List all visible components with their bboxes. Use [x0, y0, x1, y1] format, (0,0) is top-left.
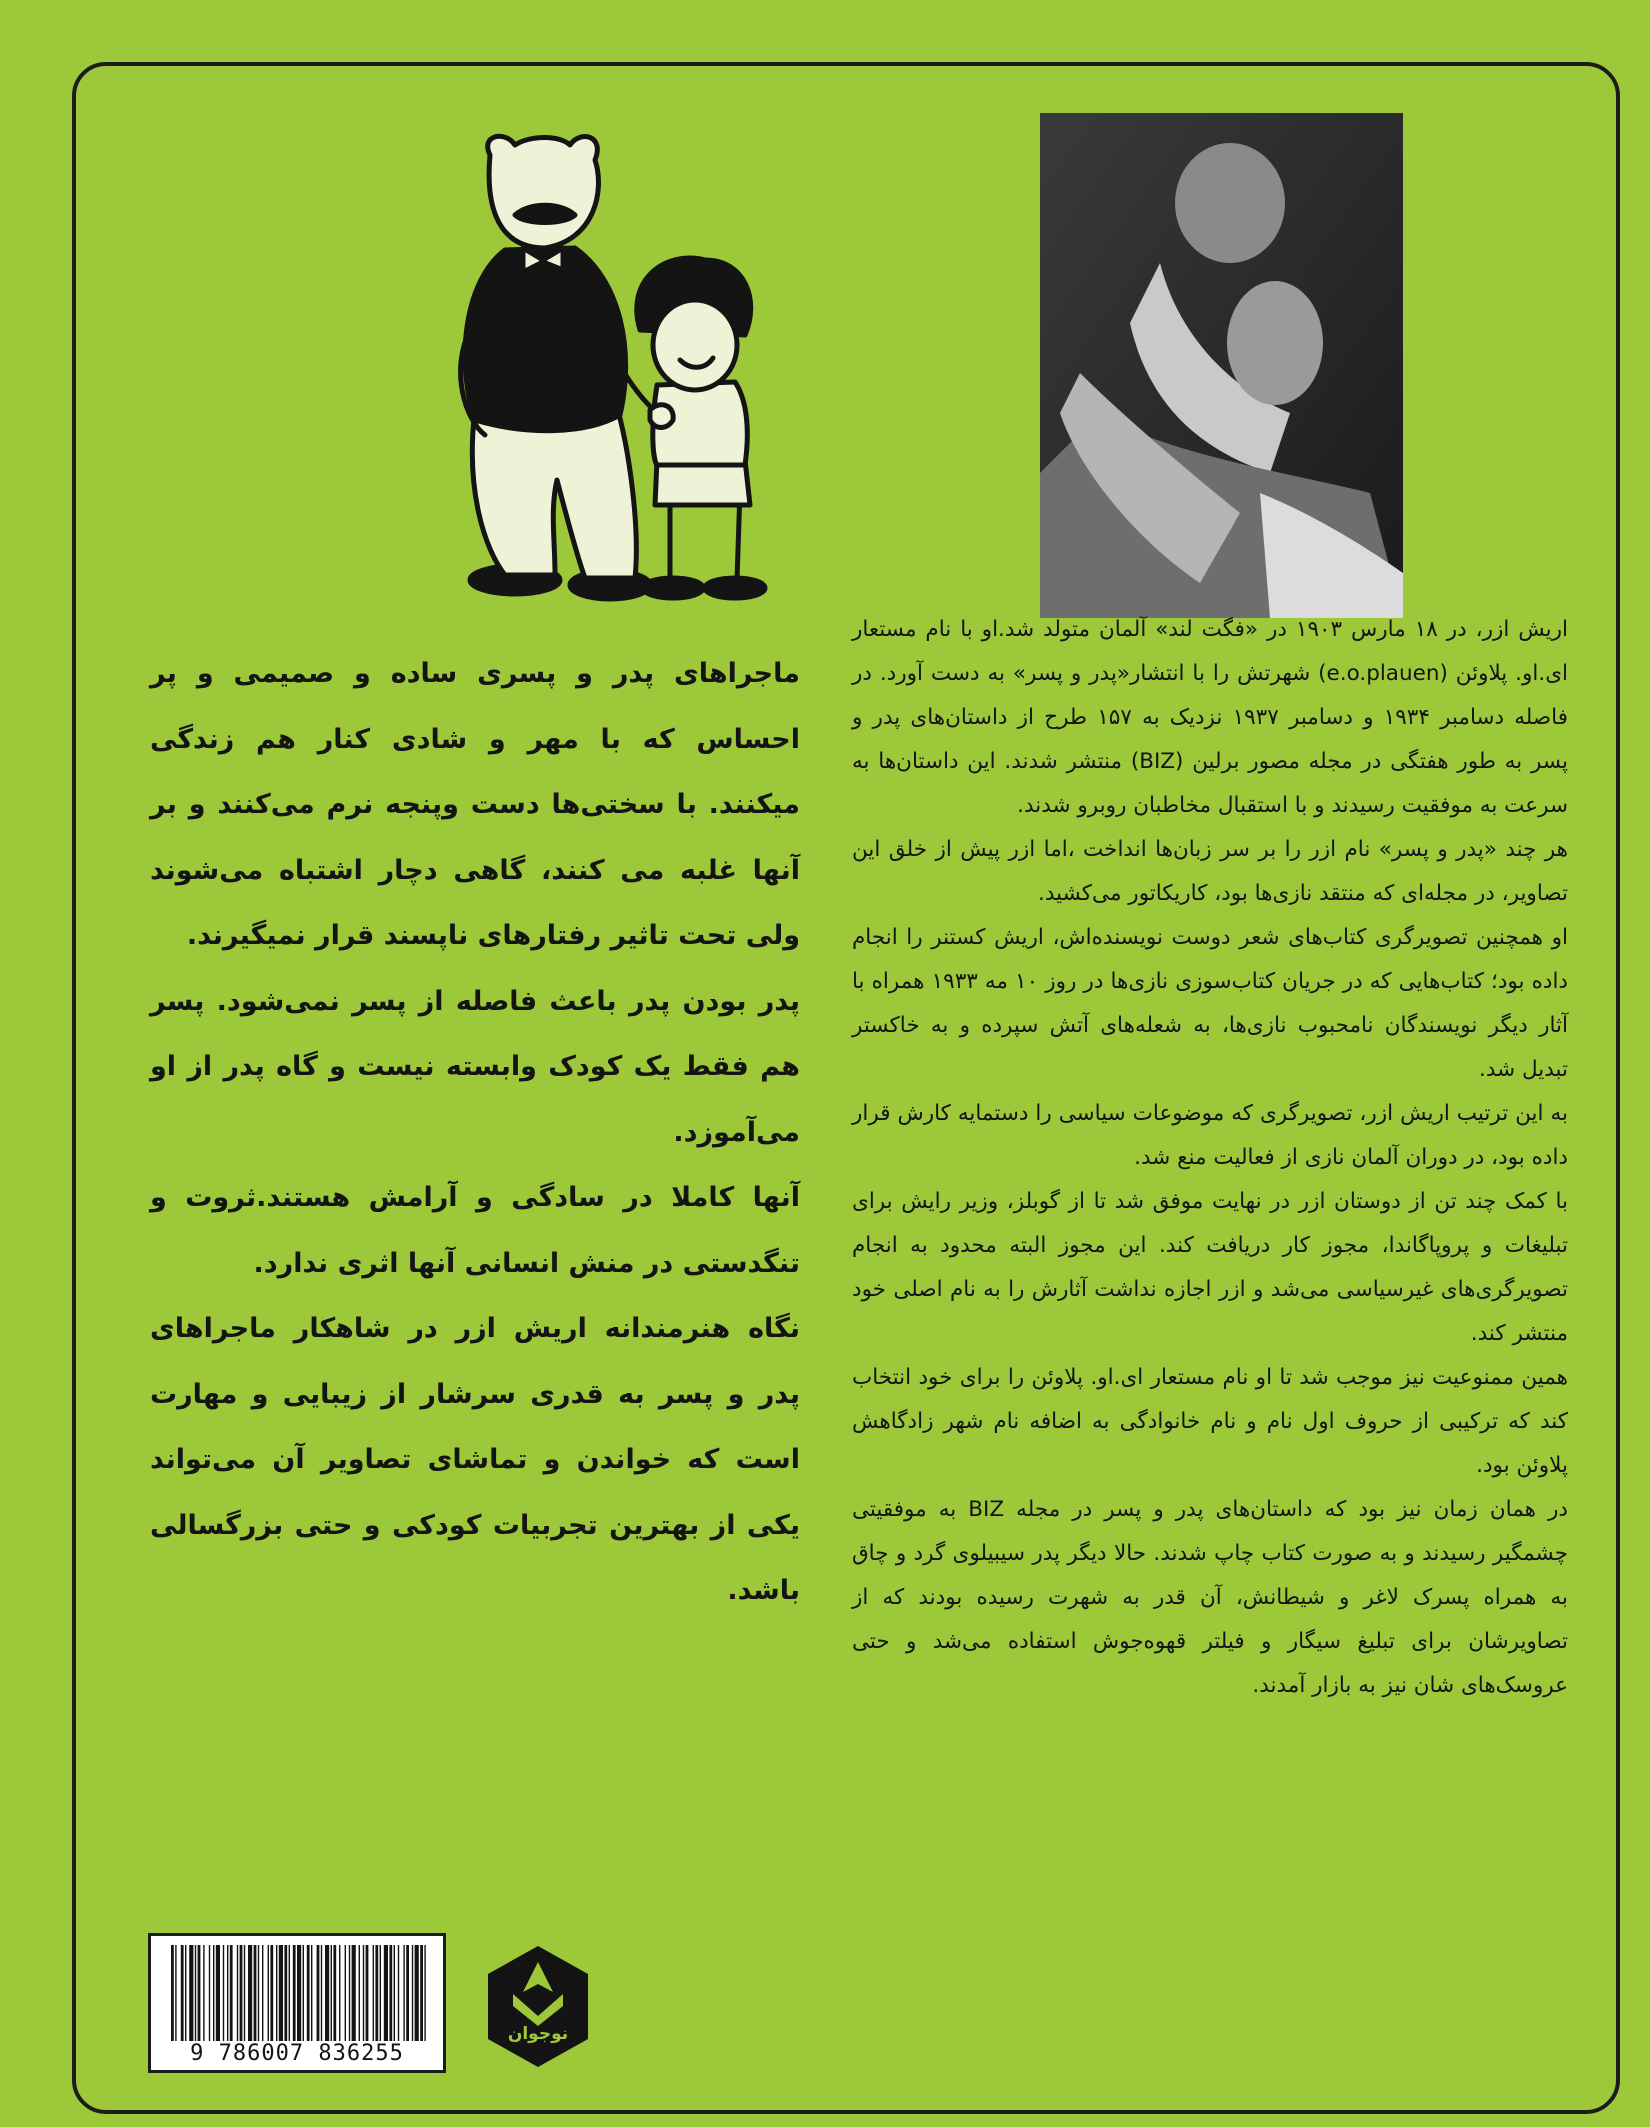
- barcode-bar: [394, 1945, 395, 2041]
- barcode-bar: [412, 1945, 413, 2041]
- bio-paragraph-6: همین ممنوعیت نیز موجب شد تا او نام مستعار ای.او. پلاوئن را برای خود انتخاب کند که ترکیبی از حروف اول نام و نام خانوادگی به اضافه نام شهر زادگاهش پلاوئن بود.: [852, 1365, 1568, 1478]
- barcode-bar: [262, 1945, 263, 2041]
- barcode-bar: [415, 1945, 419, 2041]
- barcode-bar: [373, 1945, 374, 2041]
- barcode-bar: [321, 1945, 322, 2041]
- barcode-bar: [181, 1945, 184, 2041]
- summary-paragraph-1: ماجراهای پدر و پسری ساده و صمیمی و پر احساس که با مهر و شادی کنار هم زندگی میکنند. با سختی‌ها دست وپنجه نرم می‌کنند و بر آنها غلبه می کنند، گاهی دچار اشتباه می‌شوند ولی تحت تاثیر رفتارهای ناپسند قرار نمیگیرند.: [150, 658, 800, 951]
- barcode-bar: [406, 1945, 409, 2041]
- barcode-bar: [345, 1945, 346, 2041]
- bio-paragraph-2: هر چند «پدر و پسر» نام ازر را بر سر زبان‌ها انداخت ،اما ازر پیش از خلق این تصاویر، در مجله‌ای که منتقد نازی‌ها بود، کاریکاتور می‌کشید.: [852, 837, 1568, 906]
- barcode-bar: [289, 1945, 290, 2041]
- barcode-bars: [171, 1945, 426, 2041]
- summary-paragraph-2: پدر بودن پدر باعث فاصله از پسر نمی‌شود. پسر هم فقط یک کودک وابسته نیست و گاه پدر از او می‌آموزد.: [150, 985, 800, 1148]
- barcode-bar: [375, 1945, 378, 2041]
- barcode-bar: [237, 1945, 238, 2041]
- bio-paragraph-4: به این ترتیب اریش ازر، تصویرگری که موضوعات سیاسی را دستمایه کارش قرار داده بود، در دوران آلمان نازی از فعالیت منع شد.: [852, 1101, 1568, 1170]
- barcode-bar: [384, 1945, 388, 2041]
- barcode-bar: [185, 1945, 186, 2041]
- barcode-bar: [420, 1945, 423, 2041]
- publisher-logo-text: نوجوان: [507, 2024, 569, 2044]
- father-son-cartoon: [445, 130, 805, 610]
- barcode-bar: [203, 1945, 204, 2041]
- barcode-bar: [254, 1945, 257, 2041]
- barcode-bar: [366, 1945, 369, 2041]
- barcode-bar: [424, 1945, 425, 2041]
- barcode-bar: [403, 1945, 404, 2041]
- barcode-number: 9 786007 836255: [190, 2041, 404, 2066]
- barcode-bar: [276, 1945, 277, 2041]
- barcode-bar: [216, 1945, 220, 2041]
- barcode-bar: [339, 1945, 340, 2041]
- author-photo: [1040, 113, 1403, 618]
- barcode-bar: [389, 1945, 392, 2041]
- barcode-bar: [307, 1945, 310, 2041]
- barcode-bar: [297, 1945, 301, 2041]
- barcode-bar: [279, 1945, 283, 2041]
- barcode-bar: [175, 1945, 176, 2041]
- barcode-bar: [244, 1945, 245, 2041]
- barcode-bar: [398, 1945, 399, 2041]
- summary-column: [150, 641, 800, 1624]
- barcode-bar: [293, 1945, 296, 2041]
- barcode-bar: [195, 1945, 196, 2041]
- barcode-bar: [248, 1945, 252, 2041]
- barcode-bar: [171, 1945, 174, 2041]
- barcode-bar: [325, 1945, 329, 2041]
- barcode-bar: [352, 1945, 356, 2041]
- barcode-bar: [311, 1945, 312, 2041]
- barcode-bar: [303, 1945, 304, 2041]
- publisher-logo: [483, 1944, 593, 2069]
- biography-column: [852, 608, 1568, 1708]
- barcode-bar: [268, 1945, 269, 2041]
- barcode-bar: [209, 1945, 210, 2041]
- bio-paragraph-7: در همان زمان نیز بود که داستان‌های پدر و پسر در مجله BIZ به موفقیتی چشمگیر رسیدند و به صورت کتاب چاپ شدند. حالا دیگر پدر سیبیلوی گرد و چاق به همراه پسرک لاغر و شیطانش، آن قدر به شهرت رسیده بودند که از تصاویرشان برای تبلیغ سیگار و فیلتر قهوه‌جوش استفاده می‌شد و حتی عروسک‌های شان نیز به بازار آمدند.: [852, 1497, 1568, 1698]
- barcode-bar: [380, 1945, 381, 2041]
- barcode-bar: [227, 1945, 228, 2041]
- bio-paragraph-3: او همچنین تصویرگری کتاب‌های شعر دوست نویسنده‌اش، اریش کستنر را انجام داده بود؛ کتاب‌هایی که در جریان کتاب‌سوزی نازی‌ها در روز ۱۰ مه ۱۹۳۳ همراه با آثار دیگر نویسندگان نامحبوب نازی‌ها، به شعله‌های آتش سپرده و به خاکستر تبدیل شد.: [852, 925, 1569, 1082]
- barcode-bar: [230, 1945, 233, 2041]
- isbn-barcode: [148, 1933, 446, 2073]
- summary-paragraph-4: نگاه هنرمندانه اریش ازر در شاهکار ماجراهای پدر و پسر به قدری سرشار از زیبایی و مهارت است که خواندن و تماشای تصاویر آن می‌تواند یکی از بهترین تجربیات کودکی و حتی بزرگسالی باشد.: [150, 1313, 800, 1606]
- barcode-bar: [359, 1945, 360, 2041]
- barcode-bar: [240, 1945, 243, 2041]
- bio-paragraph-1: اریش ازر، در ۱۸ مارس ۱۹۰۳ در «فگت لند» آلمان متولد شد.او با نام مستعار ای.او. پلاوئن (e.o.plauen) شهرتش را با انتشار«پدر و پسر» به دست آورد. در فاصله دسامبر ۱۹۳۴ و دسامبر ۱۹۳۷ نزدیک به ۱۵۷ طرح از داستان‌های پدر و پسر به طور هفتگی در مجله مصور برلین (BIZ) منتشر شدند. این داستان‌ها به سرعت به موفقیت رسیدند و با استقبال مخاطبان روبرو شدند.: [852, 617, 1568, 818]
- barcode-bar: [198, 1945, 201, 2041]
- barcode-bar: [223, 1945, 224, 2041]
- barcode-bar: [270, 1945, 273, 2041]
- barcode-bar: [363, 1945, 364, 2041]
- barcode-bar: [331, 1945, 332, 2041]
- barcode-bar: [333, 1945, 336, 2041]
- barcode-bar: [258, 1945, 259, 2041]
- barcode-bar: [213, 1945, 214, 2041]
- barcode-bar: [189, 1945, 193, 2041]
- barcode-bar: [284, 1945, 287, 2041]
- barcode-bar: [349, 1945, 350, 2041]
- barcode-bar: [317, 1945, 320, 2041]
- summary-paragraph-3: آنها کاملا در سادگی و آرامش هستند.ثروت و تنگدستی در منش انسانی آنها اثری ندارد.: [150, 1182, 800, 1279]
- bio-paragraph-5: با کمک چند تن از دوستان ازر در نهایت موفق شد تا از گوبلز، وزیر رایش برای تبلیغات و پروپاگاندا، مجوز کار دریافت کند. این مجوز البته محدود به انجام تصویرگری‌های غیرسیاسی می‌شد و ازر اجازه نداشت آثارش را به نام اصلی خود منتشر کند.: [852, 1189, 1568, 1346]
